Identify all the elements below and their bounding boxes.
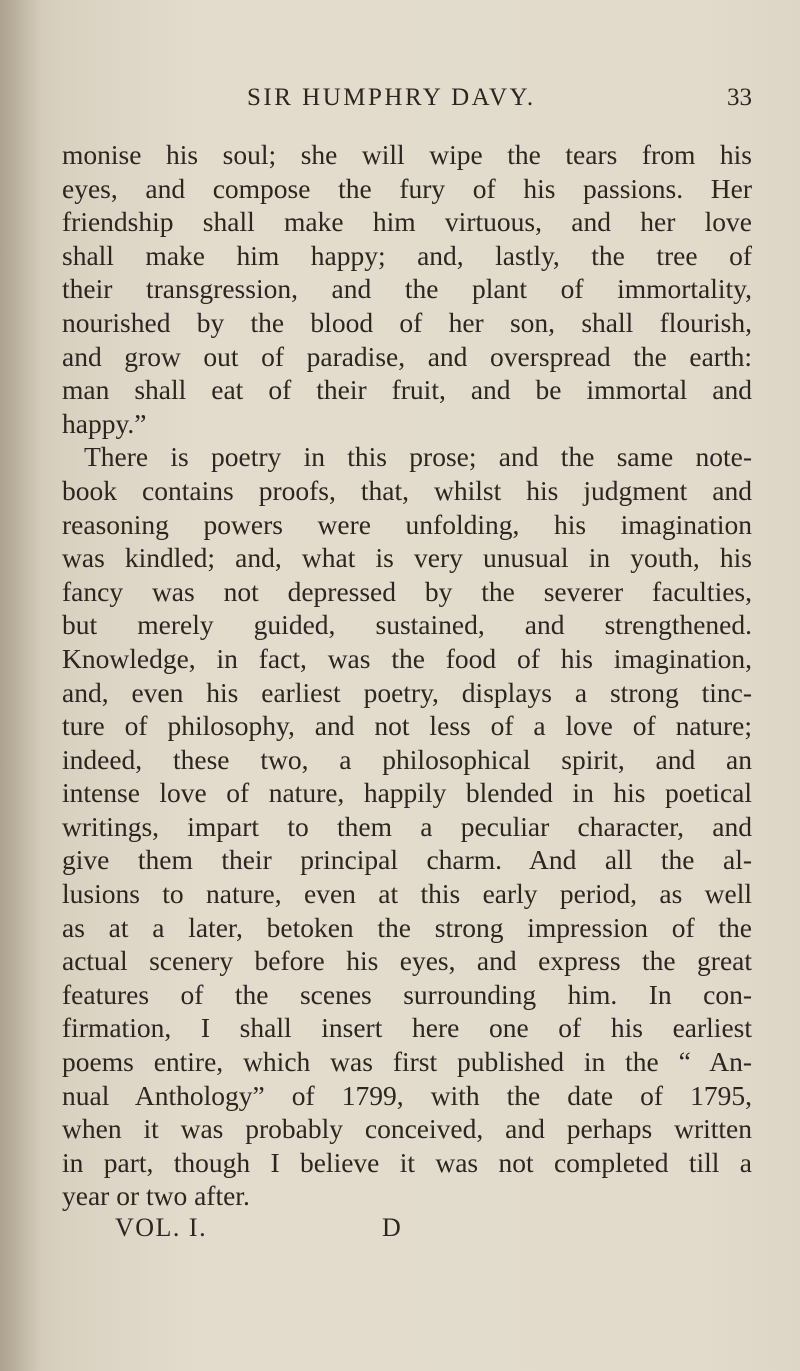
- text-line: fancy was not depressed by the severer faculties,: [62, 575, 752, 607]
- running-head: [62, 84, 752, 124]
- text-line: their transgression, and the plant of immortality,: [62, 273, 752, 305]
- text-line: nourished by the blood of her son, shall flourish,: [62, 306, 752, 338]
- paragraph-start-line: There is poetry in this prose; and the same note-: [84, 441, 752, 473]
- text-line: indeed, these two, a philosophical spirit, and an: [62, 743, 752, 775]
- text-line: friendship shall make him virtuous, and her love: [62, 206, 752, 238]
- text-line: eyes, and compose the fury of his passions. Her: [62, 172, 752, 204]
- text-line: in part, though I believe it was not completed till a: [62, 1146, 752, 1178]
- text-line: and, even his earliest poetry, displays a strong tinc-: [62, 676, 752, 708]
- signature-mark: D: [382, 1213, 401, 1242]
- text-line: intense love of nature, happily blended in his poetical: [62, 777, 752, 809]
- text-line: ture of philosophy, and not less of a love of nature;: [62, 710, 752, 742]
- text-line: shall make him happy; and, lastly, the tree of: [62, 239, 752, 271]
- text-line: lusions to nature, even at this early period, as well: [62, 878, 752, 910]
- text-line: happy.”: [62, 407, 147, 439]
- text-line: but merely guided, sustained, and strengthened.: [62, 609, 752, 641]
- text-line: was kindled; and, what is very unusual in youth, his: [62, 542, 752, 574]
- text-line: when it was probably conceived, and perhaps written: [62, 1113, 752, 1145]
- text-line: features of the scenes surrounding him. In con-: [62, 978, 752, 1010]
- text-line: monise his soul; she will wipe the tears from his: [62, 139, 752, 170]
- running-head-title: SIR HUMPHRY DAVY.: [247, 84, 536, 111]
- text-line: actual scenery before his eyes, and express the great: [62, 945, 752, 977]
- text-line: nual Anthology” of 1799, with the date of 1795,: [62, 1079, 752, 1111]
- text-line: book contains proofs, that, whilst his judgment and: [62, 474, 752, 506]
- text-line: as at a later, betoken the strong impression of the: [62, 911, 752, 943]
- text-line: man shall eat of their fruit, and be immortal and: [62, 374, 752, 406]
- text-line: year or two after.: [62, 1180, 250, 1212]
- gutter-shadow: [0, 0, 40, 1371]
- text-line: poems entire, which was first published in the “ An-: [62, 1046, 752, 1078]
- text-line: give them their principal charm. And all the al-: [62, 844, 752, 876]
- text-line: reasoning powers were unfolding, his imagination: [62, 508, 752, 540]
- body-text: [62, 138, 752, 1213]
- text-line: Knowledge, in fact, was the food of his imagination,: [62, 642, 752, 674]
- volume-label: VOL. I.: [115, 1213, 208, 1242]
- page-number: 33: [727, 84, 752, 111]
- text-line: firmation, I shall insert here one of his earliest: [62, 1012, 752, 1044]
- text-line: writings, impart to them a peculiar character, and: [62, 810, 752, 842]
- footer: [115, 1213, 555, 1253]
- text-line: and grow out of paradise, and overspread the earth:: [62, 340, 752, 372]
